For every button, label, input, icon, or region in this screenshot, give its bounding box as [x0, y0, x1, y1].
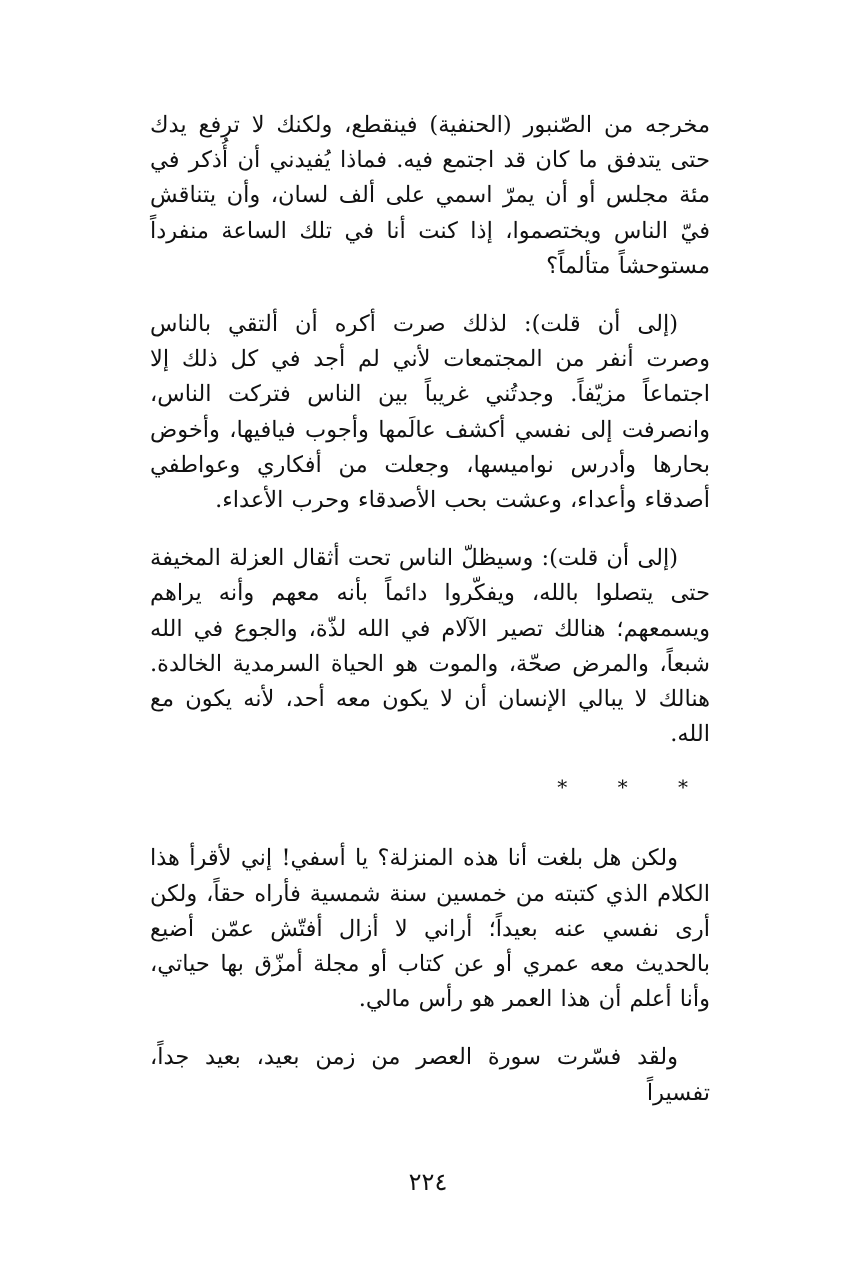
paragraph-2: (إلى أن قلت): لذلك صرت أكره أن ألتقي بالناس وصرت أنفر من المجتمعات لأني لم أجد في كل ذلك إلا اجتماعاً مزيّفاً. وجدتُني غريباً بين الناس فتركت الناس، وانصرفت إلى نفسي أكشف عالَمها وأجوب فيافيها، وأخوض بحارها وأدرس نواميسها، وجعلت من أفكاري وعواطفي أصدقاء وأعداء، وعشت بحب الأصدقاء وحرب الأعداء. [150, 311, 710, 514]
section-separator: * * * [557, 775, 710, 800]
paragraph-3: (إلى أن قلت): وسيظلّ الناس تحت أثقال العزلة المخيفة حتى يتصلوا بالله، ويفكّروا دائماً بأنه معهم وأنه يراهم ويسمعهم؛ هنالك تصير الآلام في الله لذّة، والجوع في الله شبعاً، والمرض صحّة، والموت هو الحياة السرمدية الخالدة. هنالك لا يبالي الإنسان أن لا يكون معه أحد، لأنه يكون مع الله. [150, 545, 710, 748]
paragraph-4: ولكن هل بلغت أنا هذه المنزلة؟ يا أسفي! إني لأقرأ هذا الكلام الذي كتبته من خمسين سنة شمسية فأراه حقاً، ولكن أرى نفسي عنه بعيداً؛ أراني لا أزال أفتّش عمّن أضيع بالحديث معه عمري أو عن كتاب أو مجلة أمزّق بها حياتي، وأنا أعلم أن هذا العمر هو رأس مالي. [150, 845, 710, 1013]
page-number: ٢٢٤ [408, 1168, 448, 1196]
page-body [150, 108, 710, 1134]
paragraph-5: ولقد فسّرت سورة العصر من زمن بعيد، بعيد جداً، تفسيراً [150, 1044, 710, 1106]
paragraph-1: مخرجه من الصّنبور (الحنفية) فينقطع، ولكنك لا ترفع يدك حتى يتدفق ما كان قد اجتمع فيه. فماذا يُفيدني أن أُذكر في مئة مجلس أو أن يمرّ اسمي على ألف لسان، وأن يتناقش فيّ الناس ويختصموا، إذا كنت أنا في تلك الساعة منفرداً مستوحشاً متألماً؟ [150, 112, 710, 279]
